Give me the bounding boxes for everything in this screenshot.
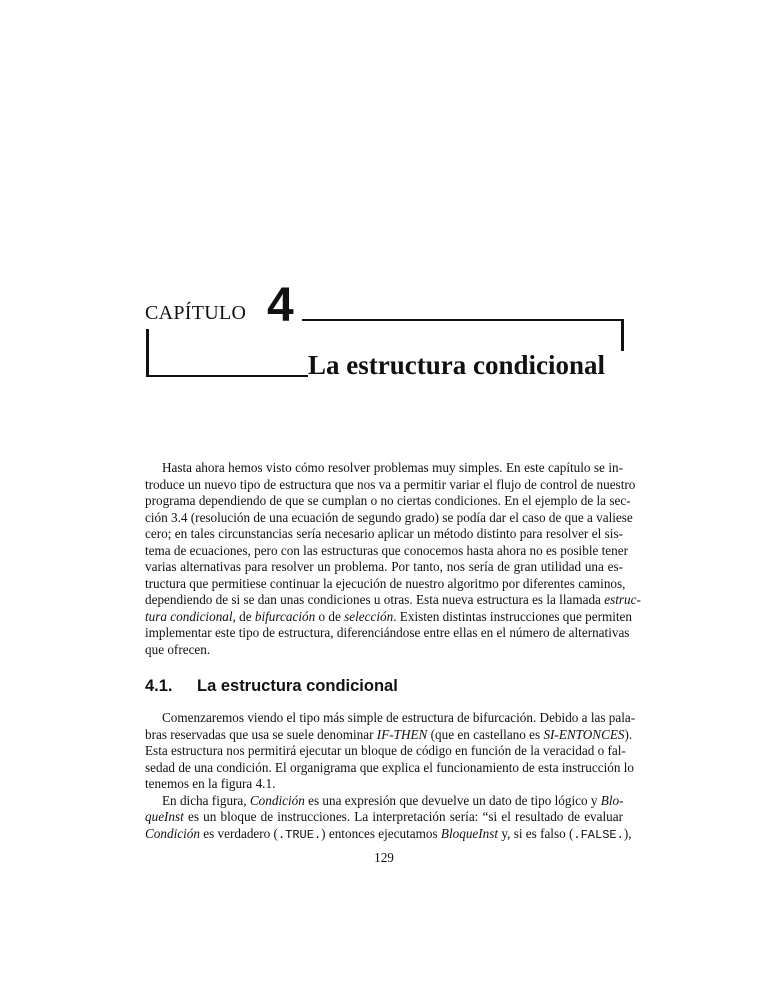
text-line	[145, 759, 634, 777]
text-line	[145, 476, 636, 494]
text-line	[145, 825, 632, 843]
italic-text: bifurcación	[254, 608, 316, 624]
italic-text: SI-ENTONCES	[543, 726, 625, 742]
italic-text: Condición	[145, 825, 200, 841]
text-run: ).	[624, 726, 633, 742]
text-line	[145, 726, 633, 744]
italic-text: estruc-	[604, 592, 641, 607]
chapter-label: CAPÍTULO	[145, 302, 247, 324]
text-line	[145, 608, 632, 626]
text-run: implementar este tipo de estructura, diferenciándose entre ellas en el número de alternativas	[145, 625, 630, 640]
text-run: que ofrecen.	[145, 641, 211, 657]
text-run: Comenzaremos viendo el tipo más simple de estructura de bifurcación. Debido a las pala-	[162, 710, 636, 725]
text-line	[145, 793, 623, 810]
text-run: , de	[232, 608, 255, 624]
intro-paragraph	[145, 460, 641, 658]
text-run: Esta estructura nos permitirá ejecutar un bloque de código en función de la veracidad o fal-	[145, 743, 626, 758]
text-run: troduce un nuevo tipo de estructura que nos va a permitir variar el flujo de control de nuestro	[145, 476, 636, 492]
section-title: La estructura condicional	[197, 677, 398, 695]
text-run: sedad de una condición. El organigrama que explica el funcionamiento de esta instrucción lo	[145, 759, 634, 775]
italic-text: BloqueInst	[440, 825, 499, 841]
text-run: varias alternativas para resolver un problema. Por tanto, nos sería de gran utilidad una es-	[145, 559, 623, 574]
text-line	[145, 460, 623, 477]
text-line	[145, 809, 623, 826]
text-run: o de	[315, 608, 345, 624]
page-number: 129	[374, 850, 394, 865]
text-line	[145, 743, 626, 760]
text-run: (que en castellano es	[427, 726, 544, 742]
chapter-rule-left	[146, 329, 149, 377]
chapter-rule-top	[302, 319, 624, 321]
text-line	[145, 710, 636, 727]
text-run: En dicha figura,	[162, 792, 250, 808]
text-run: Hasta ahora hemos visto cómo resolver problemas muy simples. En este capítulo se in-	[162, 460, 623, 475]
text-run: programa dependiendo de que se cumplan o no ciertas condiciones. En el ejemplo de la sec-	[145, 493, 631, 508]
text-run: es una expresión que devuelve un dato de tipo lógico y	[304, 792, 601, 808]
text-line	[145, 776, 623, 793]
text-run: ción 3.4 (resolución de una ecuación de segundo grado) se podía dar el caso de que a valiese	[145, 509, 633, 525]
text-run: bras reservadas que usa se suele denominar	[145, 726, 377, 742]
text-run: ),	[623, 825, 632, 841]
code-text: .FALSE.	[573, 827, 624, 842]
text-run: cero; en tales circunstancias sería necesario aplicar un método distinto para resolver el sis-	[145, 526, 623, 541]
text-line	[145, 542, 628, 560]
text-run: tructura que permitiese continuar la ejecución de nuestro algoritmo por diferentes caminos,	[145, 575, 626, 591]
italic-text: selección	[344, 608, 394, 624]
section-number: 4.1.	[145, 677, 173, 695]
italic-text: Blo-	[600, 792, 624, 808]
section-heading	[145, 677, 398, 696]
chapter-number: 4	[267, 279, 294, 332]
text-run: . Existen distintas instrucciones que permiten	[393, 608, 632, 624]
text-run: dependiendo de si se dan unas condiciones u otras. Esta nueva estructura es la llamada	[145, 592, 605, 607]
text-run: tenemos en la figura 4.1.	[145, 776, 276, 791]
text-run: es verdadero (	[199, 825, 278, 841]
chapter-title: La estructura condicional	[308, 350, 605, 380]
text-line	[145, 642, 623, 659]
text-run: ) entonces ejecutamos	[321, 825, 441, 841]
text-line	[145, 526, 623, 543]
italic-text: tura condicional	[145, 608, 233, 624]
text-run: y, si es falso (	[498, 825, 574, 841]
text-line	[145, 575, 626, 593]
italic-text: Condición	[249, 792, 305, 808]
chapter-rule-right	[621, 319, 624, 351]
text-run: tema de ecuaciones, pero con las estructuras que conocemos hasta ahora no es posible tener	[145, 542, 628, 558]
code-text: .TRUE.	[277, 827, 322, 842]
italic-text: queInst	[145, 809, 184, 824]
text-line	[145, 509, 633, 527]
text-line	[145, 559, 623, 576]
chapter-rule-bottom	[146, 375, 308, 377]
text-run: es un bloque de instrucciones. La interpretación sería: “si el resultado de evaluar	[183, 809, 623, 824]
text-line	[145, 592, 641, 609]
text-line	[145, 493, 631, 510]
text-line	[145, 625, 630, 642]
italic-text: IF-THEN	[376, 726, 428, 742]
section-body	[145, 710, 636, 842]
